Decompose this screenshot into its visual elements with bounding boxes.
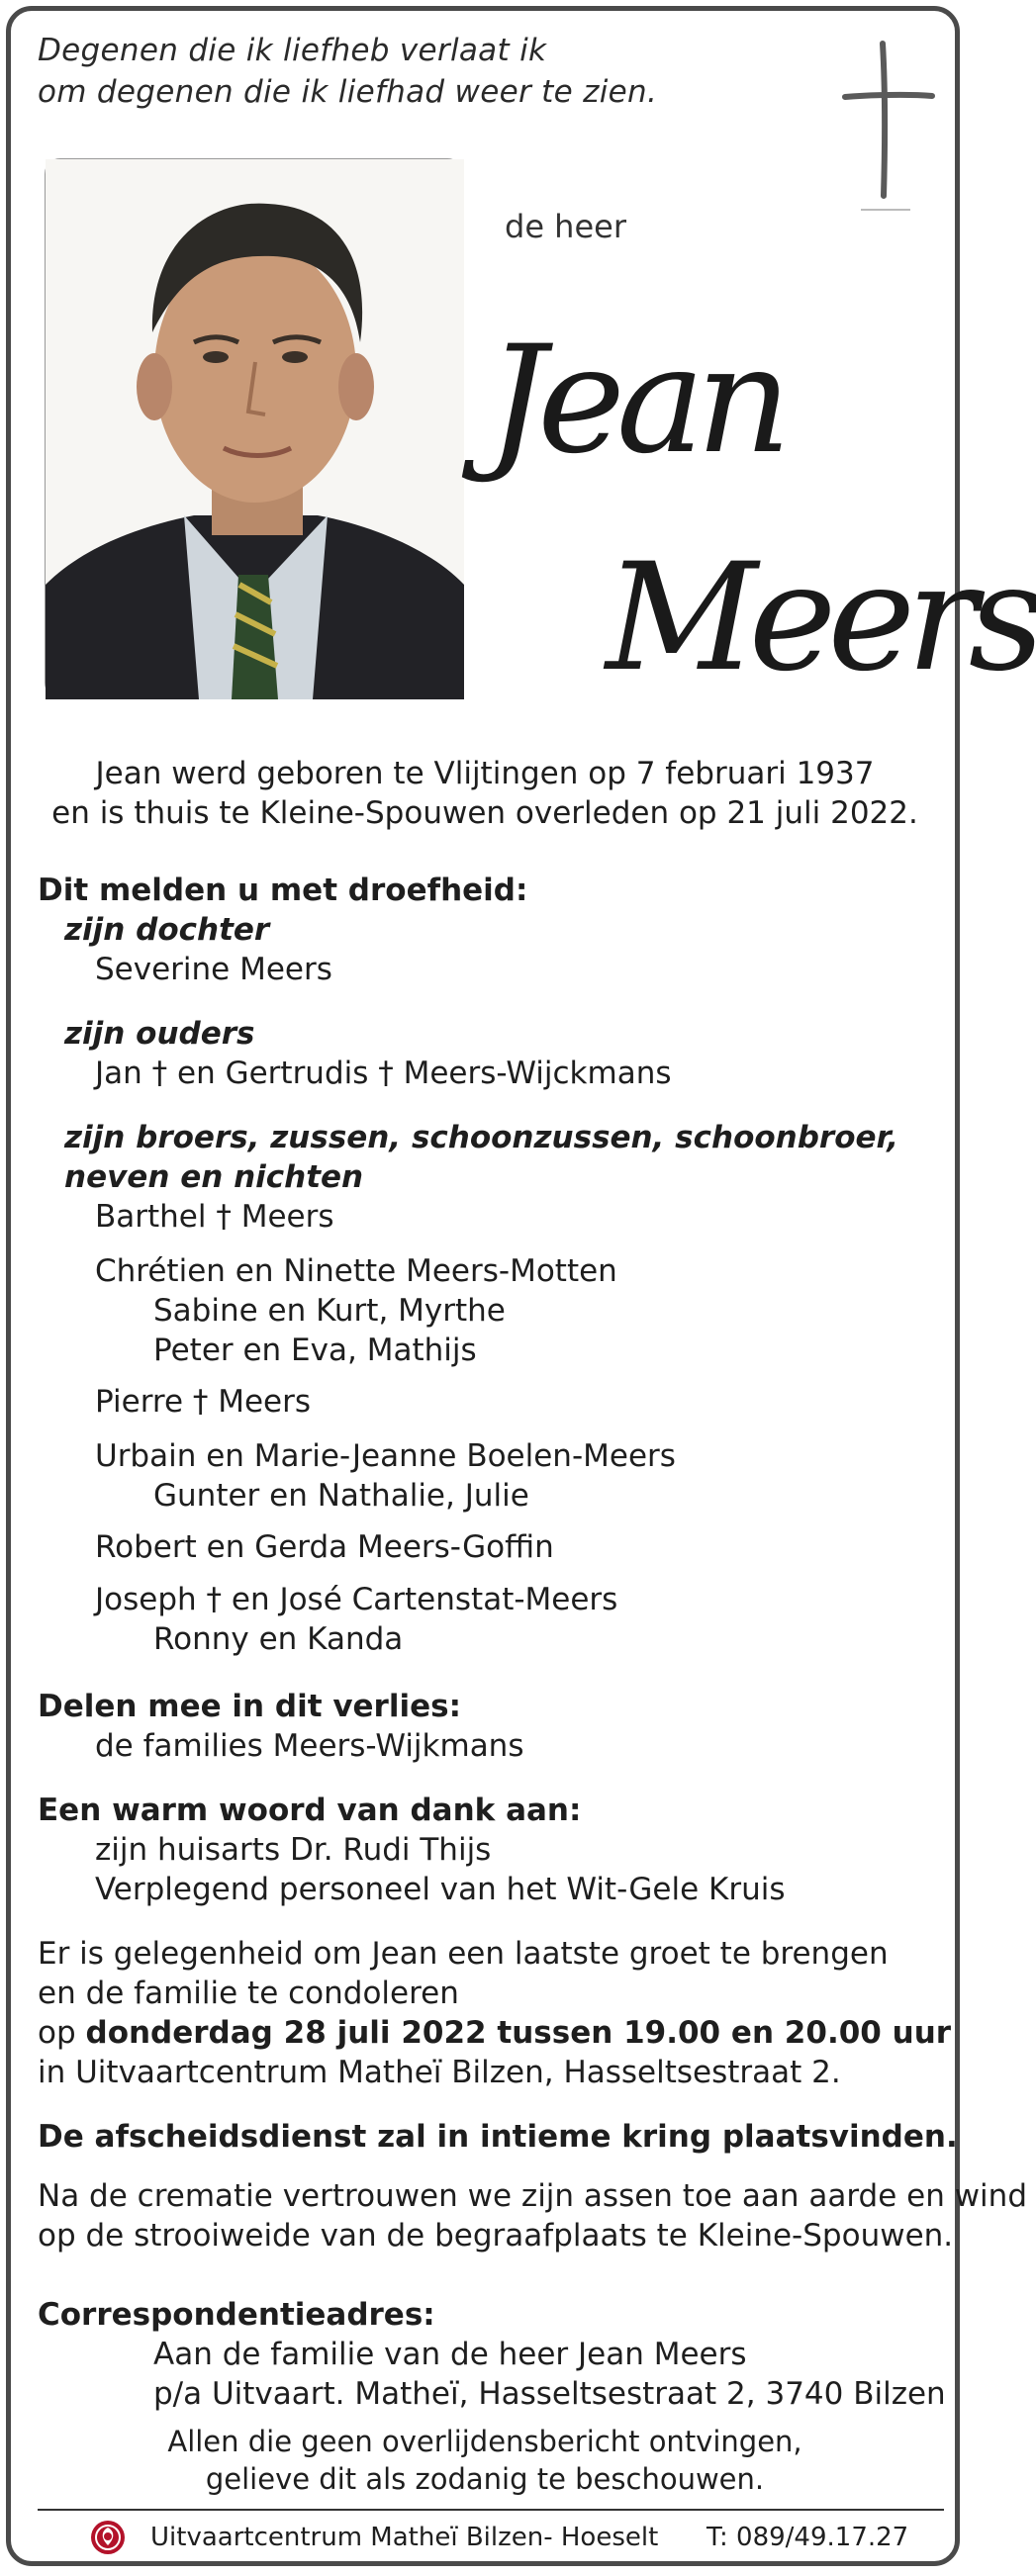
closing-line: gelieve dit als zodanig te beschouwen. (205, 2462, 765, 2496)
sibling-children: Sabine en Kurt, Myrthe (153, 1293, 506, 1329)
cross-icon (839, 38, 938, 216)
daughter-name: Severine Meers (95, 952, 332, 987)
sibling-children: Ronny en Kanda (153, 1621, 404, 1657)
thanks-heading: Een warm woord van dank aan: (38, 1793, 582, 1828)
visit-when-line (38, 2013, 951, 2053)
announce-heading: Dit melden u met droefheid: (38, 873, 528, 908)
correspondence-line: Aan de familie van de heer Jean Meers (153, 2337, 747, 2372)
sibling-entry: Urbain en Marie-Jeanne Boelen-Meers (95, 1438, 676, 1474)
closing-line: Allen die geen overlijdensbericht ontvingen, (167, 2425, 802, 2458)
correspondence-heading: Correspondentieadres: (38, 2297, 435, 2333)
siblings-heading: neven en nichten (64, 1159, 364, 1195)
motto-line: om degenen die ik liefhad weer te zien. (38, 74, 658, 110)
sibling-entry: Barthel † Meers (95, 1199, 334, 1235)
intro-line: Jean werd geboren te Vlijtingen op 7 februari 1937 (95, 756, 875, 791)
sibling-children: Peter en Eva, Mathijs (153, 1333, 477, 1368)
visit-location: in Uitvaartcentrum Matheï Bilzen, Hasseltsestraat 2. (38, 2055, 841, 2090)
visit-op: op (38, 2015, 86, 2051)
footer-divider (38, 2509, 944, 2511)
rose-logo-icon (89, 2519, 127, 2556)
motto-line: Degenen die ik liefheb verlaat ik (38, 33, 547, 68)
thanks-line: zijn huisarts Dr. Rudi Thijs (95, 1832, 492, 1868)
sibling-entry: Chrétien en Ninette Meers-Motten (95, 1253, 617, 1289)
daughter-heading: zijn dochter (64, 912, 270, 948)
visit-date-time: donderdag 28 juli 2022 tussen 19.00 en 20.00 uur (85, 2015, 952, 2051)
correspondence-line: p/a Uitvaart. Matheï, Hasseltsestraat 2, 3740 Bilzen (153, 2376, 946, 2412)
parents-heading: zijn ouders (64, 1016, 255, 1052)
birth-death-text (0, 754, 970, 833)
honorific: de heer (505, 208, 626, 245)
sibling-entry: Joseph † en José Cartenstat-Meers (95, 1582, 618, 1617)
funeral-home-name: Uitvaartcentrum Matheï Bilzen- Hoeselt (150, 2523, 659, 2552)
share-heading: Delen mee in dit verlies: (38, 1689, 461, 1724)
portrait-photo (45, 158, 463, 698)
share-text: de families Meers-Wijkmans (95, 1728, 524, 1764)
cremation-line: op de strooiweide van de begraafplaats te Kleine-Spouwen. (38, 2218, 954, 2254)
closing-note (0, 2423, 970, 2498)
sibling-entry: Pierre † Meers (95, 1384, 312, 1420)
thanks-line: Verplegend personeel van het Wit-Gele Kruis (95, 1872, 786, 1907)
intro-line: en is thuis te Kleine-Spouwen overleden op 21 juli 2022. (51, 795, 918, 831)
motto (38, 30, 657, 113)
funeral-home-phone: T: 089/49.17.27 (706, 2523, 909, 2552)
sibling-entry: Robert en Gerda Meers-Goffin (95, 1529, 554, 1565)
last-name: Meers (606, 532, 1036, 704)
parents-names: Jan † en Gertrudis † Meers-Wijckmans (95, 1056, 672, 1091)
visit-line: Er is gelegenheid om Jean een laatste groet te brengen (38, 1936, 889, 1972)
visit-line: en de familie te condoleren (38, 1976, 459, 2011)
farewell-text: De afscheidsdienst zal in intieme kring plaatsvinden. (38, 2119, 958, 2155)
first-name: Jean (487, 315, 783, 487)
sibling-children: Gunter en Nathalie, Julie (153, 1478, 529, 1514)
siblings-heading: zijn broers, zussen, schoonzussen, schoonbroer, (64, 1120, 899, 1155)
cremation-line: Na de crematie vertrouwen we zijn assen toe aan aarde en wind (38, 2178, 1027, 2214)
